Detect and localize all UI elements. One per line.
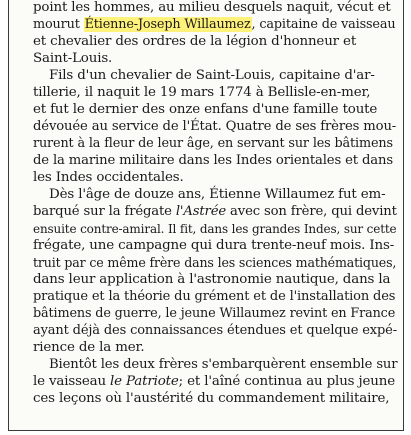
- text-line: frégate, une campagne qui dura trente-neuf mois. Ins-: [33, 238, 395, 253]
- text-line: mourut Étienne-Joseph Willaumez, capitaine de vaisseau: [33, 17, 396, 32]
- text-line: Dès l'âge de douze ans, Étienne Willaumez fut em-: [49, 187, 386, 202]
- text-line: ayant déjà des connaissances étendues et quelque expé-: [33, 323, 397, 338]
- ship-name: le Patriote: [110, 374, 179, 389]
- text-line: Saint-Louis.: [33, 51, 113, 66]
- text-line: de la marine militaire dans les Indes orientales et dans: [33, 153, 393, 168]
- text-line: tillerie, il naquit le 19 mars 1774 à Bellisle-en-mer,: [33, 85, 371, 100]
- text-line: rurent à la fleur de leur âge, en servant sur les bâtimens: [33, 136, 393, 151]
- text-line: truit par ce même frère dans les sciences mathématiques,: [33, 255, 397, 270]
- text-line: point les hommes, au milieu desquels naquit, vécut et: [33, 0, 391, 15]
- text-line: barqué sur la frégate l'Astrée avec son frère, qui devint: [33, 204, 397, 219]
- text-line: rience de la mer.: [33, 340, 145, 355]
- text-line: Bientôt les deux frères s'embarquèrent ensemble sur: [49, 357, 398, 372]
- text-line: et fut le dernier des onze enfans d'une famille toute: [33, 102, 378, 117]
- text-line: dévouée au service de l'État. Quatre de ses frères mou-: [33, 119, 397, 134]
- ship-name: l'Astrée: [175, 204, 227, 219]
- text-line: Fils d'un chevalier de Saint-Louis, capitaine d'ar-: [49, 68, 375, 83]
- highlighted-name: Étienne-Joseph Willaumez: [84, 17, 251, 32]
- text-line: bâtimens de guerre, le jeune Willaumez revint en France: [33, 306, 396, 321]
- text-line: le vaisseau le Patriote; et l'aîné continua au plus jeune: [33, 374, 395, 389]
- document-page: [8, 0, 404, 431]
- text-line: dans leur application à l'astronomie nautique, dans la: [33, 272, 391, 287]
- text-line: ensuite contre-amiral. Il fit, dans les grandes Indes, sur cette: [33, 222, 397, 236]
- text-line: ces leçons où l'austérité du commandement militaire,: [33, 391, 390, 406]
- text-line: les Indes occidentales.: [33, 170, 184, 185]
- text-line: et chevalier des ordres de la légion d'honneur et: [33, 34, 357, 49]
- text-line: pratique et la théorie du grément et de l'installation des: [33, 289, 396, 304]
